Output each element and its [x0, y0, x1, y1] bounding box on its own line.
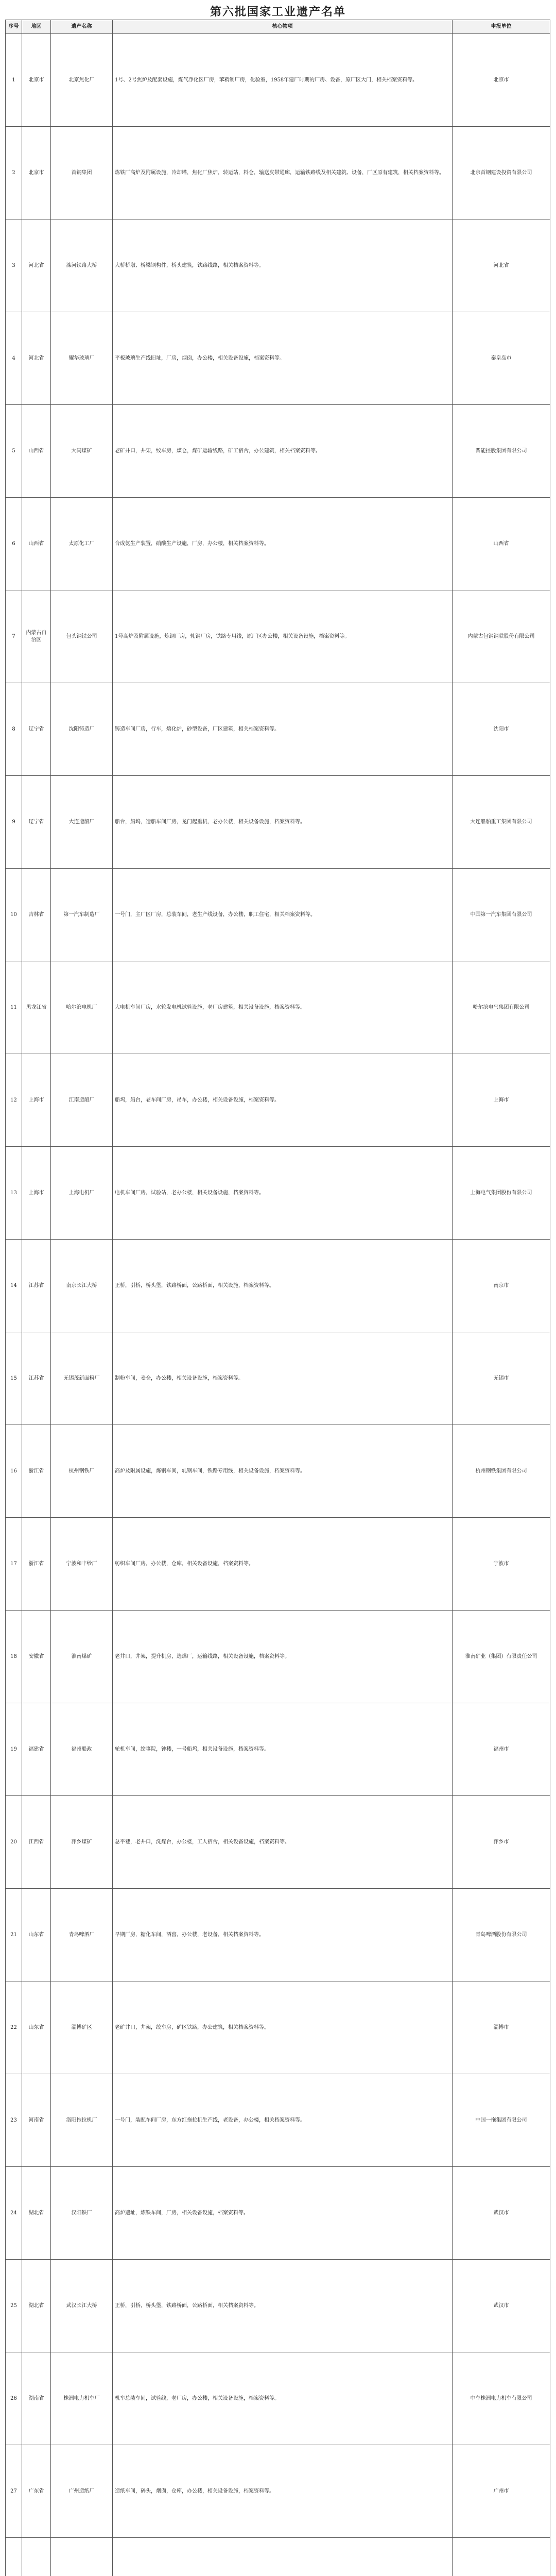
table-row — [6, 2074, 550, 2167]
table-row — [6, 498, 550, 590]
row-heritage-name — [51, 2538, 113, 2576]
row-heritage-name: 耀华玻璃厂 — [51, 312, 113, 405]
table-row — [6, 590, 550, 683]
row-core-items — [113, 2538, 453, 2576]
row-no: 3 — [6, 219, 22, 312]
row-core-items: 一号门，装配车间厂房，东方红拖拉机生产线，老设备，办公楼，相关档案资料等。 — [113, 2074, 453, 2167]
table-row — [6, 1518, 550, 1611]
row-heritage-name: 淄博矿区 — [51, 1981, 113, 2074]
row-province: 上海市 — [22, 1054, 51, 1147]
table-row — [6, 776, 550, 869]
row-applicant-unit: 河北省 — [453, 219, 550, 312]
row-heritage-name: 北京焦化厂 — [51, 34, 113, 127]
table-row — [6, 1889, 550, 1981]
table-row — [6, 961, 550, 1054]
row-core-items: 大电机车间厂房，水轮发电机试验设施，老厂房建筑，相关设备设施，档案资料等。 — [113, 961, 453, 1054]
table-row — [6, 2167, 550, 2260]
table-row — [6, 1796, 550, 1889]
table-row — [6, 1332, 550, 1425]
col-header-core: 核心物项 — [113, 20, 453, 34]
row-no: 7 — [6, 590, 22, 683]
row-core-items: 高炉及附属设施，炼钢车间，轧钢车间，铁路专用线，相关设备设施，档案资料等。 — [113, 1425, 453, 1518]
row-heritage-name: 哈尔滨电机厂 — [51, 961, 113, 1054]
row-core-items: 早期厂房，糖化车间，酒窖，办公楼，老设备，相关档案资料等。 — [113, 1889, 453, 1981]
table-row — [6, 1054, 550, 1147]
table-row — [6, 127, 550, 219]
row-heritage-name: 汉阳铁厂 — [51, 2167, 113, 2260]
col-header-no: 序号 — [6, 20, 22, 34]
row-no: 9 — [6, 776, 22, 869]
row-province: 辽宁省 — [22, 683, 51, 776]
row-applicant-unit: 中国第一汽车集团有限公司 — [453, 869, 550, 961]
row-heritage-name: 南京长江大桥 — [51, 1240, 113, 1332]
row-core-items: 一号门，主厂区厂房，总装车间，老生产线设备，办公楼，职工住宅，相关档案资料等。 — [113, 869, 453, 961]
row-heritage-name: 洛阳拖拉机厂 — [51, 2074, 113, 2167]
table-row — [6, 869, 550, 961]
row-province: 上海市 — [22, 1147, 51, 1240]
col-header-name: 遗产名称 — [51, 20, 113, 34]
col-header-province: 地区 — [22, 20, 51, 34]
table-row — [6, 2352, 550, 2445]
row-heritage-name: 第一汽车制造厂 — [51, 869, 113, 961]
row-no: 14 — [6, 1240, 22, 1332]
row-core-items: 正桥，引桥，桥头堡，铁路桥面，公路桥面，相关档案资料等。 — [113, 2260, 453, 2352]
row-core-items: 1号高炉及附属设施，炼钢厂房，轧钢厂房，铁路专用线，原厂区办公楼，相关设备设施，档案资料等。 — [113, 590, 453, 683]
row-province: 湖北省 — [22, 2260, 51, 2352]
row-applicant-unit: 上海市 — [453, 1054, 550, 1147]
table-row — [6, 1240, 550, 1332]
row-province: 北京市 — [22, 34, 51, 127]
row-province — [22, 2538, 51, 2576]
row-province: 山西省 — [22, 405, 51, 498]
row-applicant-unit: 上海电气集团股份有限公司 — [453, 1147, 550, 1240]
row-core-items: 1号、2号焦炉及配套设施，煤气净化区厂房，苯精制厂房，化验室，1958年建厂时期的厂房、设备，原厂区大门，相关档案资料等。 — [113, 34, 453, 127]
row-heritage-name: 大同煤矿 — [51, 405, 113, 498]
row-heritage-name: 包头钢铁公司 — [51, 590, 113, 683]
row-no: 26 — [6, 2352, 22, 2445]
row-applicant-unit: 广州市 — [453, 2445, 550, 2538]
row-province: 北京市 — [22, 127, 51, 219]
row-province: 山东省 — [22, 1981, 51, 2074]
row-applicant-unit: 淄博市 — [453, 1981, 550, 2074]
row-applicant-unit: 宁波市 — [453, 1518, 550, 1611]
row-core-items: 纺织车间厂房，办公楼，仓库，相关设备设施，档案资料等。 — [113, 1518, 453, 1611]
page-title: 第六批国家工业遗产名单 — [210, 5, 346, 19]
row-no: 23 — [6, 2074, 22, 2167]
row-applicant-unit: 青岛啤酒股份有限公司 — [453, 1889, 550, 1981]
row-province: 浙江省 — [22, 1425, 51, 1518]
row-heritage-name: 青岛啤酒厂 — [51, 1889, 113, 1981]
row-heritage-name: 首钢集团 — [51, 127, 113, 219]
row-applicant-unit: 无锡市 — [453, 1332, 550, 1425]
row-core-items: 船坞，船台，老车间厂房，吊车，办公楼，相关设备设施，档案资料等。 — [113, 1054, 453, 1147]
table-row — [6, 2445, 550, 2538]
row-province: 河南省 — [22, 2074, 51, 2167]
row-applicant-unit: 福州市 — [453, 1703, 550, 1796]
row-no: 1 — [6, 34, 22, 127]
row-core-items: 电机车间厂房，试验站，老办公楼，相关设备设施，档案资料等。 — [113, 1147, 453, 1240]
row-core-items: 炼铁厂高炉及附属设施，冷却塔，焦化厂焦炉，转运站，料仓，输送皮带通廊，运输铁路线及相关建筑、设备，厂区原有建筑，相关档案资料等。 — [113, 127, 453, 219]
row-province: 浙江省 — [22, 1518, 51, 1611]
table-row — [6, 1981, 550, 2074]
row-core-items: 正桥，引桥，桥头堡，铁路桥面，公路桥面，相关设施，档案资料等。 — [113, 1240, 453, 1332]
row-no: 5 — [6, 405, 22, 498]
row-applicant-unit: 南京市 — [453, 1240, 550, 1332]
row-no: 17 — [6, 1518, 22, 1611]
row-province: 江西省 — [22, 1796, 51, 1889]
row-applicant-unit: 武汉市 — [453, 2167, 550, 2260]
table-row — [6, 2260, 550, 2352]
row-heritage-name: 无锡茂新面粉厂 — [51, 1332, 113, 1425]
table-row — [6, 2538, 550, 2576]
table-row — [6, 683, 550, 776]
row-heritage-name: 宁波和丰纱厂 — [51, 1518, 113, 1611]
row-core-items: 铸造车间厂房，行车，熔化炉，砂型设备，厂区建筑，相关档案资料等。 — [113, 683, 453, 776]
row-applicant-unit: 北京首钢建设投资有限公司 — [453, 127, 550, 219]
row-no: 22 — [6, 1981, 22, 2074]
row-province: 山西省 — [22, 498, 51, 590]
row-applicant-unit: 中车株洲电力机车有限公司 — [453, 2352, 550, 2445]
row-applicant-unit: 大连船舶重工集团有限公司 — [453, 776, 550, 869]
table-row — [6, 1147, 550, 1240]
row-applicant-unit: 中国一拖集团有限公司 — [453, 2074, 550, 2167]
table-row — [6, 405, 550, 498]
row-applicant-unit: 淮南矿业（集团）有限责任公司 — [453, 1611, 550, 1703]
row-province: 河北省 — [22, 219, 51, 312]
row-heritage-name: 太原化工厂 — [51, 498, 113, 590]
row-no: 2 — [6, 127, 22, 219]
row-applicant-unit — [453, 2538, 550, 2576]
row-province: 安徽省 — [22, 1611, 51, 1703]
row-heritage-name: 上海电机厂 — [51, 1147, 113, 1240]
row-no: 24 — [6, 2167, 22, 2260]
row-province: 河北省 — [22, 312, 51, 405]
row-no: 8 — [6, 683, 22, 776]
row-no: 20 — [6, 1796, 22, 1889]
row-core-items: 制粉车间，麦仓，办公楼，相关设备设施，档案资料等。 — [113, 1332, 453, 1425]
row-no: 4 — [6, 312, 22, 405]
row-no: 10 — [6, 869, 22, 961]
row-no: 27 — [6, 2445, 22, 2538]
row-province: 福建省 — [22, 1703, 51, 1796]
table-body — [6, 34, 550, 2576]
row-no: 15 — [6, 1332, 22, 1425]
heritage-table — [5, 20, 550, 2576]
table-row — [6, 312, 550, 405]
row-province: 湖北省 — [22, 2167, 51, 2260]
row-heritage-name: 江南造船厂 — [51, 1054, 113, 1147]
row-no: 19 — [6, 1703, 22, 1796]
row-applicant-unit: 晋能控股集团有限公司 — [453, 405, 550, 498]
row-province: 湖南省 — [22, 2352, 51, 2445]
table-row — [6, 1703, 550, 1796]
row-province: 江苏省 — [22, 1332, 51, 1425]
row-heritage-name: 株洲电力机车厂 — [51, 2352, 113, 2445]
row-heritage-name: 武汉长江大桥 — [51, 2260, 113, 2352]
row-heritage-name: 沈阳铸造厂 — [51, 683, 113, 776]
row-applicant-unit: 萍乡市 — [453, 1796, 550, 1889]
row-province: 内蒙古自治区 — [22, 590, 51, 683]
row-heritage-name: 淮南煤矿 — [51, 1611, 113, 1703]
row-core-items: 机车总装车间，试验线，老厂房，办公楼，相关设备设施，档案资料等。 — [113, 2352, 453, 2445]
row-province: 广东省 — [22, 2445, 51, 2538]
row-applicant-unit: 北京市 — [453, 34, 550, 127]
row-no — [6, 2538, 22, 2576]
row-core-items: 老矿井口，井架，绞车房，矿区铁路，办公建筑，相关档案资料等。 — [113, 1981, 453, 2074]
row-no: 16 — [6, 1425, 22, 1518]
row-heritage-name: 广州造纸厂 — [51, 2445, 113, 2538]
row-core-items: 造纸车间，码头，烟囱，仓库，办公楼，相关设备设施，档案资料等。 — [113, 2445, 453, 2538]
col-header-unit: 申报单位 — [453, 20, 550, 34]
row-core-items: 轮机车间，绘事院，钟楼，一号船坞，相关设备设施，档案资料等。 — [113, 1703, 453, 1796]
table-row — [6, 34, 550, 127]
row-heritage-name: 杭州钢铁厂 — [51, 1425, 113, 1518]
row-core-items: 平板玻璃生产线旧址，厂房，烟囱，办公楼，相关设备设施，档案资料等。 — [113, 312, 453, 405]
row-applicant-unit: 内蒙古包钢钢联股份有限公司 — [453, 590, 550, 683]
row-heritage-name: 大连造船厂 — [51, 776, 113, 869]
row-no: 13 — [6, 1147, 22, 1240]
row-applicant-unit: 山西省 — [453, 498, 550, 590]
row-core-items: 总平巷，老井口，洗煤台，办公楼，工人宿舍，相关设备设施，档案资料等。 — [113, 1796, 453, 1889]
row-heritage-name: 萍乡煤矿 — [51, 1796, 113, 1889]
row-applicant-unit: 沈阳市 — [453, 683, 550, 776]
row-core-items: 高炉遗址，炼铁车间，厂房，相关设备设施，档案资料等。 — [113, 2167, 453, 2260]
row-province: 山东省 — [22, 1889, 51, 1981]
row-province: 吉林省 — [22, 869, 51, 961]
row-province: 黑龙江省 — [22, 961, 51, 1054]
row-province: 辽宁省 — [22, 776, 51, 869]
row-core-items: 船台，船坞，造船车间厂房，龙门起重机，老办公楼，相关设备设施，档案资料等。 — [113, 776, 453, 869]
row-no: 6 — [6, 498, 22, 590]
row-heritage-name: 滦河铁路大桥 — [51, 219, 113, 312]
row-core-items: 大桥桥墩、桥梁钢构件，桥头建筑，铁路线路，相关档案资料等。 — [113, 219, 453, 312]
row-no: 11 — [6, 961, 22, 1054]
table-row — [6, 1425, 550, 1518]
row-core-items: 老矿井口，井架，绞车房，煤仓，煤矿运输线路，矿工宿舍，办公建筑，相关档案资料等。 — [113, 405, 453, 498]
row-province: 江苏省 — [22, 1240, 51, 1332]
row-applicant-unit: 武汉市 — [453, 2260, 550, 2352]
row-heritage-name: 福州船政 — [51, 1703, 113, 1796]
table-row — [6, 1611, 550, 1703]
row-no: 12 — [6, 1054, 22, 1147]
row-core-items: 老井口，井架，提升机房，选煤厂，运输线路，相关设备设施，档案资料等。 — [113, 1611, 453, 1703]
row-no: 21 — [6, 1889, 22, 1981]
row-applicant-unit: 秦皇岛市 — [453, 312, 550, 405]
row-no: 25 — [6, 2260, 22, 2352]
row-no: 18 — [6, 1611, 22, 1703]
table-header-row — [6, 20, 550, 34]
row-core-items: 合成氨生产装置，硝酸生产设施，厂房，办公楼，相关档案资料等。 — [113, 498, 453, 590]
row-applicant-unit: 哈尔滨电气集团有限公司 — [453, 961, 550, 1054]
table-row — [6, 219, 550, 312]
row-applicant-unit: 杭州钢铁集团有限公司 — [453, 1425, 550, 1518]
